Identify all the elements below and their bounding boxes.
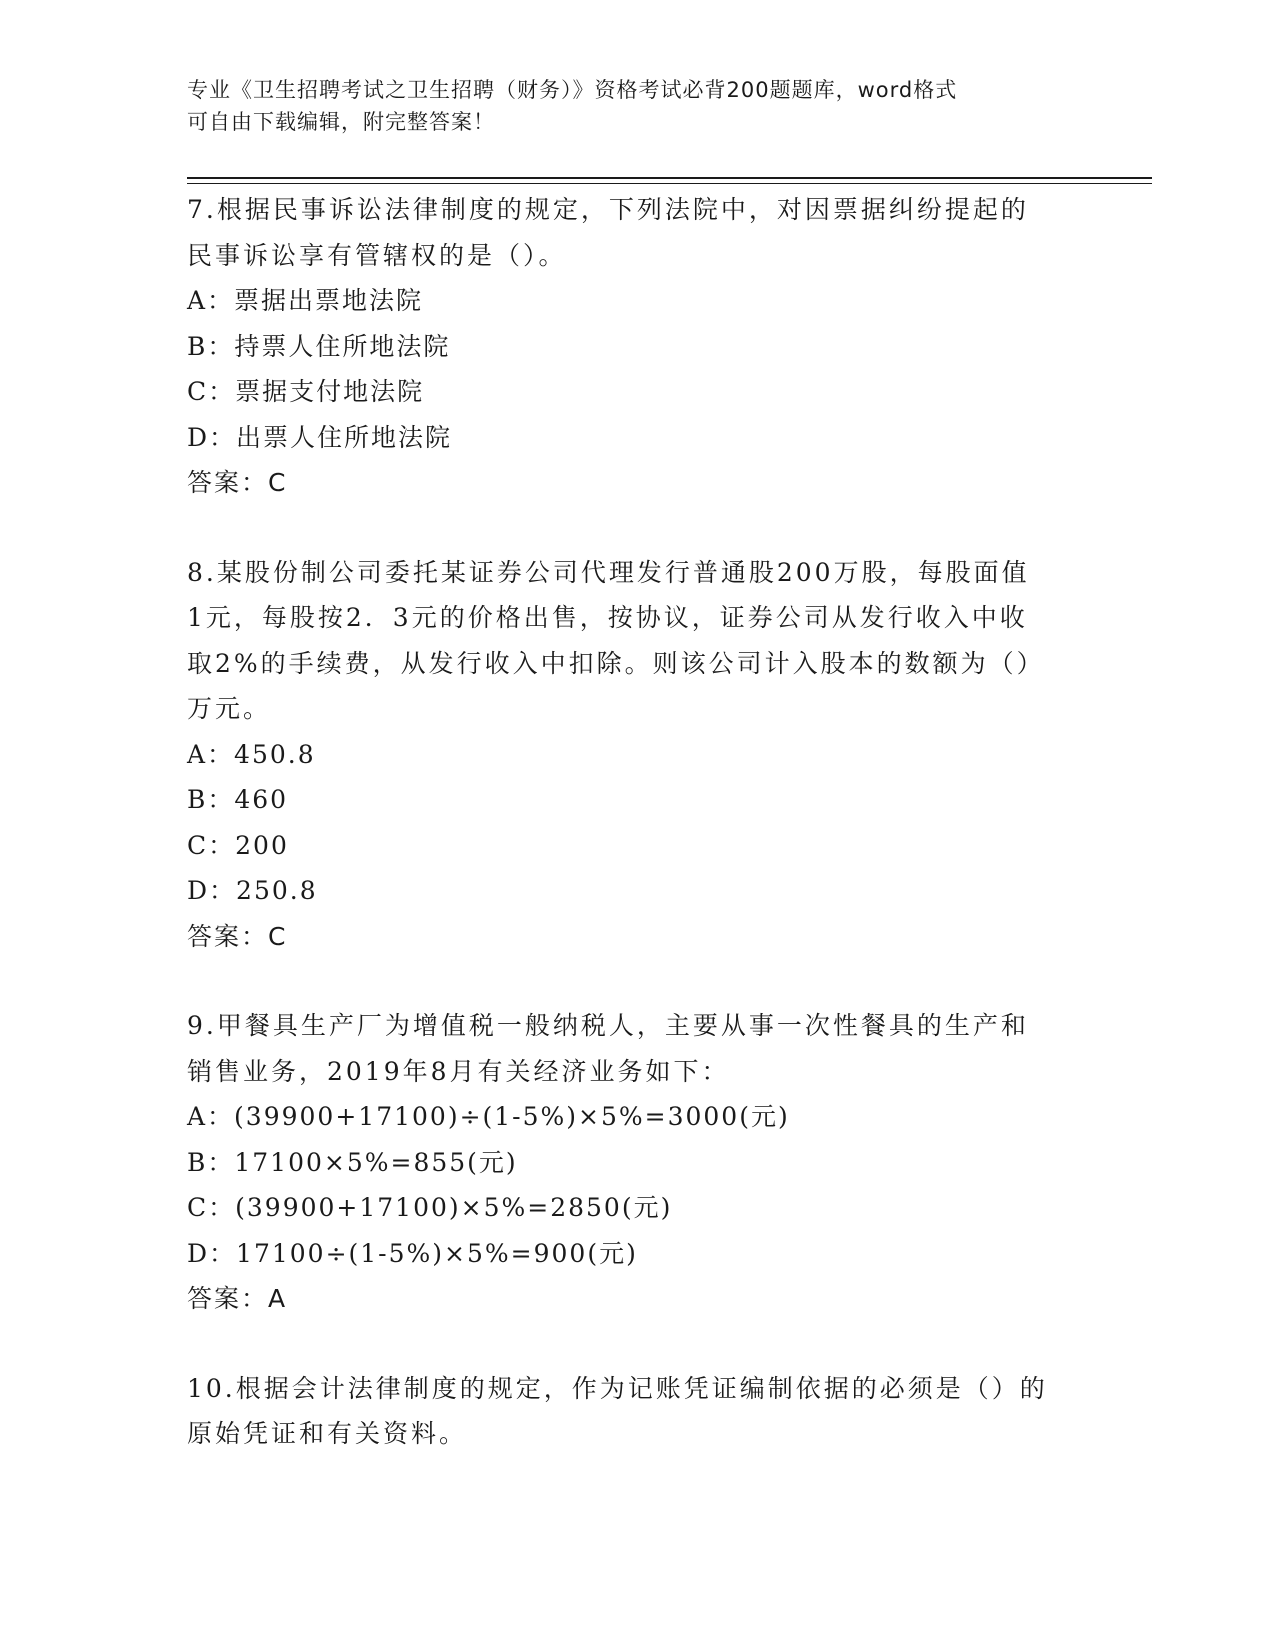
question-text-line: 销售业务，2019年8月有关经济业务如下： xyxy=(187,1056,730,1086)
answer-option: B：持票人住所地法院 xyxy=(187,331,451,361)
question-text-line: 原始凭证和有关资料。 xyxy=(187,1419,468,1448)
answer-option: D：出票人住所地法院 xyxy=(187,422,453,452)
question-text-line: 1元，每股按2．3元的价格出售，按协议，证券公司从发行收入中收 xyxy=(187,603,1028,632)
question-text-line: 8.某股份制公司委托某证券公司代理发行普通股200万股，每股面值 xyxy=(187,557,1030,587)
document-header xyxy=(187,74,1067,138)
answer-key: 答案：C xyxy=(187,921,288,951)
answer-option: C：200 xyxy=(187,830,289,860)
question-text-line: 7.根据民事诉讼法律制度的规定，下列法院中，对因票据纠纷提起的 xyxy=(187,195,1029,224)
answer-option: C：票据支付地法院 xyxy=(187,377,425,406)
question-block xyxy=(187,1366,1087,1457)
answer-key: 答案：C xyxy=(187,468,288,497)
question-text-line: 取2%的手续费，从发行收入中扣除。则该公司计入股本的数额为（） xyxy=(187,648,1045,678)
question-text-line: 9.甲餐具生产厂为增值税一般纳税人，主要从事一次性餐具的生产和 xyxy=(187,1011,1029,1040)
answer-option: B：460 xyxy=(187,785,289,814)
header-rule-thick xyxy=(187,177,1152,179)
answer-option: A：票据出票地法院 xyxy=(187,286,424,315)
header-line-2: 可自由下载编辑，附完整答案！ xyxy=(187,110,495,134)
question-text-line: 民事诉讼享有管辖权的是（）。 xyxy=(187,240,567,270)
question-spacer xyxy=(187,1322,1087,1366)
question-text-line: 万元。 xyxy=(187,694,272,723)
answer-option: D：17100÷(1-5%)×5%=900(元) xyxy=(187,1238,638,1268)
answer-option: A：450.8 xyxy=(187,739,316,769)
question-text-line: 10.根据会计法律制度的规定，作为记账凭证编制依据的必须是（）的 xyxy=(187,1373,1048,1403)
answer-option: A：(39900+17100)÷(1-5%)×5%=3000(元) xyxy=(187,1102,790,1131)
question-block xyxy=(187,187,1087,506)
answer-key: 答案：A xyxy=(187,1284,288,1313)
question-list xyxy=(187,187,1087,1457)
header-rule-thin xyxy=(187,183,1152,184)
answer-option: B：17100×5%=855(元) xyxy=(187,1147,518,1177)
question-spacer xyxy=(187,959,1087,1003)
question-spacer xyxy=(187,506,1087,550)
answer-option: D：250.8 xyxy=(187,876,318,905)
header-line-1: 专业《卫生招聘考试之卫生招聘（财务）》资格考试必背200题题库，word格式 xyxy=(187,78,958,102)
answer-option: C：(39900+17100)×5%=2850(元) xyxy=(187,1193,673,1222)
question-block xyxy=(187,550,1087,960)
question-block xyxy=(187,1003,1087,1322)
